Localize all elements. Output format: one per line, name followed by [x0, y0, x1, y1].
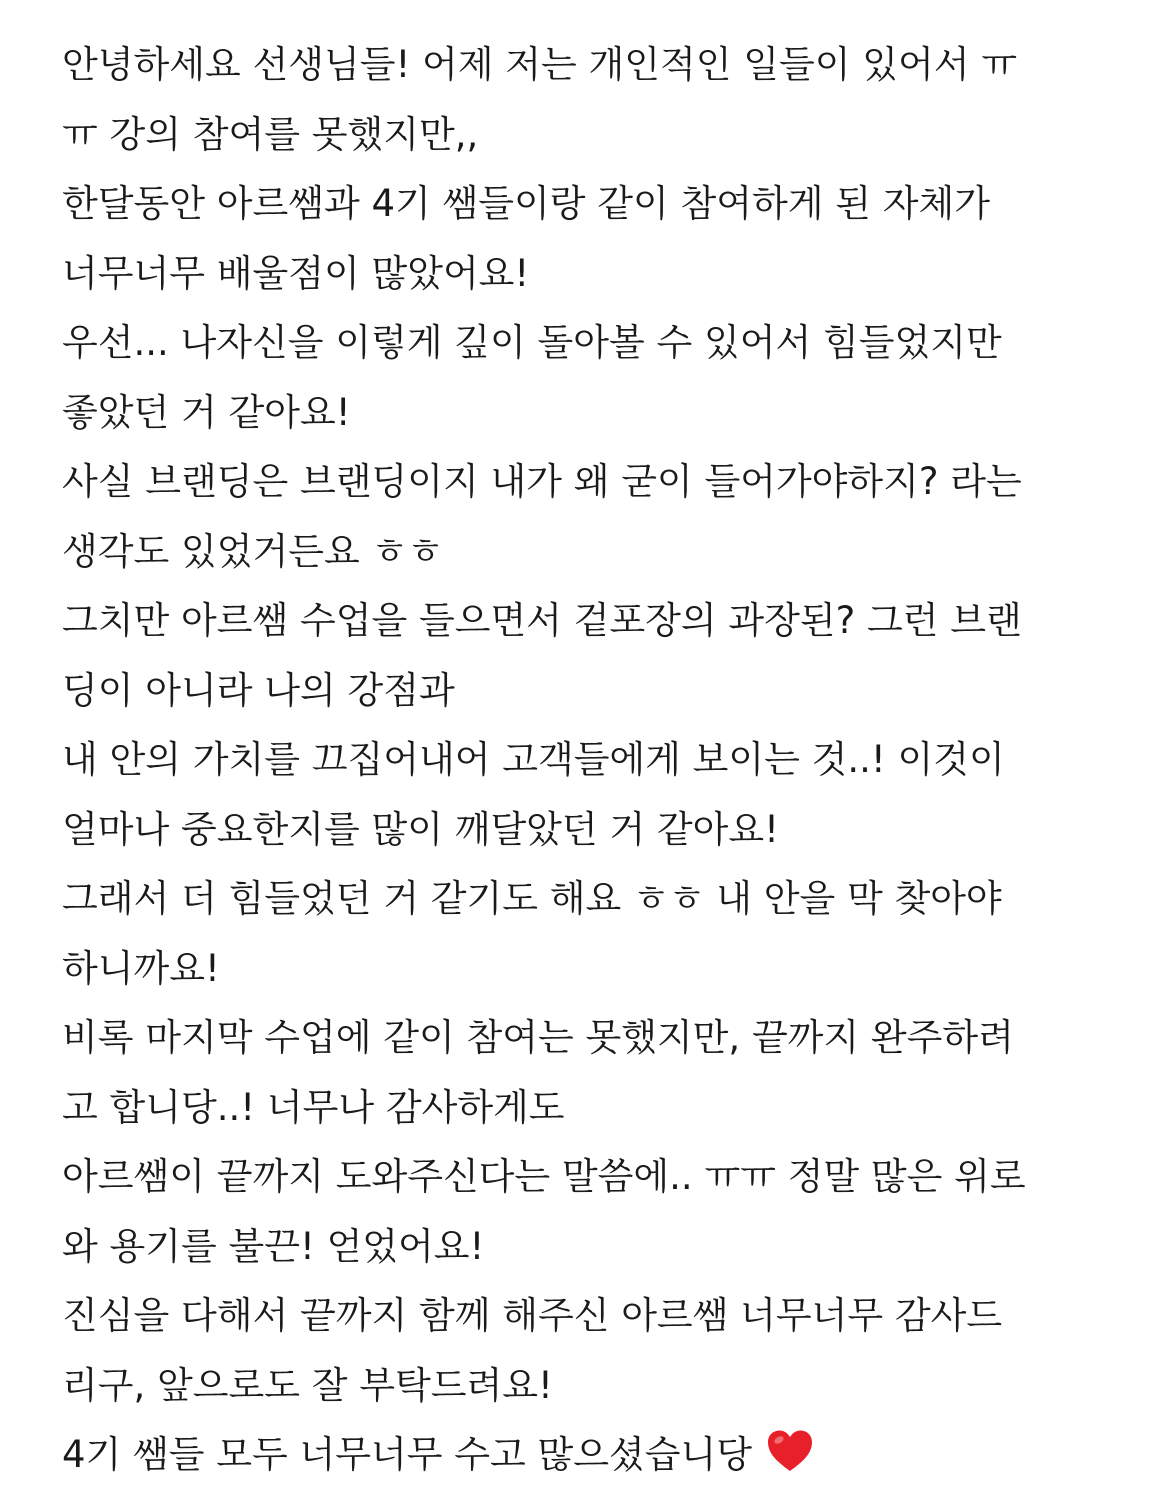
text-line: 와 용기를 불끈! 얻었어요! [62, 1224, 485, 1268]
text-line: 한달동안 아르쌤과 4기 쌤들이랑 같이 참여하게 된 자체가 [62, 182, 990, 225]
text-line: 안녕하세요 선생님들! 어제 저는 개인적인 일들이 있어서 ㅠ [62, 43, 1017, 86]
text-line: 좋았던 거 같아요! [62, 390, 351, 434]
text-line: 고 합니당..! 너무나 감사하게도 [62, 1085, 565, 1129]
text-line: 리구, 앞으로도 잘 부탁드려요! [62, 1363, 553, 1407]
text-line: 내 안의 가치를 끄집어내어 고객들에게 보이는 것..! 이것이 [62, 738, 1005, 781]
text-line: 하니까요! [62, 946, 220, 990]
text-line: 비록 마지막 수업에 같이 참여는 못했지만, 끝까지 완주하려 [62, 1016, 1014, 1059]
text-line: 너무너무 배울점이 많았어요! [62, 251, 530, 295]
text-line: ㅠ 강의 참여를 못했지만,, [62, 112, 479, 156]
text-line: 우선... 나자신을 이렇게 깊이 돌아볼 수 있어서 힘들었지만 [62, 321, 1002, 364]
last-line [62, 1420, 1122, 1490]
text-line: 그치만 아르쌤 수업을 들으면서 겉포장의 과장된? 그런 브랜 [62, 599, 1022, 642]
text-line: 아르쌤이 끝까지 도와주신다는 말씀에.. ㅠㅠ 정말 많은 위로 [62, 1155, 1026, 1198]
text-line: 딩이 아니라 나의 강점과 [62, 668, 455, 712]
text-line: 얼마나 중요한지를 많이 깨달았던 거 같아요! [62, 807, 779, 851]
text-line: 사실 브랜딩은 브랜딩이지 내가 왜 굳이 들어가야하지? 라는 [62, 460, 1022, 503]
text-line: 생각도 있었거든요 ㅎㅎ [62, 529, 443, 573]
post-text [62, 30, 1122, 1490]
red-heart-icon [766, 1429, 814, 1473]
text-line: 진심을 다해서 끝까지 함께 해주신 아르쌤 너무너무 감사드 [62, 1294, 1003, 1337]
text-line: 그래서 더 힘들었던 거 같기도 해요 ㅎㅎ 내 안을 막 찾아야 [62, 877, 1002, 920]
text-line: 4기 쌤들 모두 너무너무 수고 많으셨습니당 [62, 1433, 752, 1476]
